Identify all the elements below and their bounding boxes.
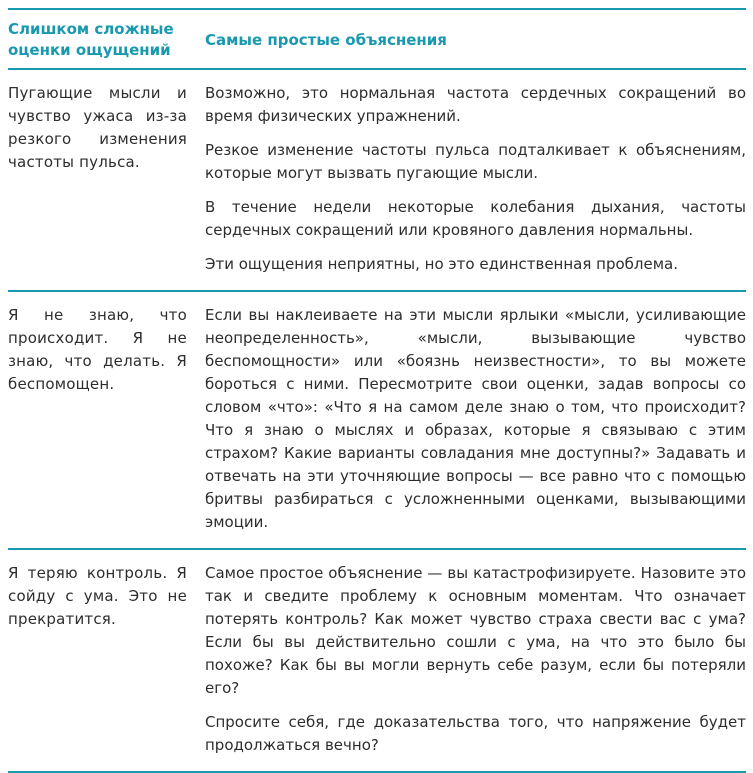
assessment-cell: Пугающие мысли и чувство ужаса из-за резкого изменения частоты пульса. — [8, 84, 187, 171]
column-header-complex-assessments: Слишком сложные оценки ощущений — [8, 20, 174, 59]
explanation-cell — [205, 82, 746, 276]
table-row-pulse — [8, 70, 746, 290]
table-header-row — [8, 10, 746, 68]
assessment-cell: Я не знаю, что происходит. Я не знаю, что делать. Я беспомощен. — [8, 306, 187, 393]
explanation-paragraph: Если вы наклеиваете на эти мысли ярлыки «мысли, усиливающие неопределенность», «мысли, вызывающие чувство беспомощности» или «боязнь неизвестности», то вы можете бороться с ними. Пересмотрите свои оценки, задав вопросы со словом «что»: «Что я на самом деле знаю о том, что происходит? Что я знаю о мыслях и образах, которые я связываю с этим страхом? Какие варианты совладания мне доступны?» Задавать и отвечать на эти уточняющие вопросы — все равно что с помощью бритвы разбираться с усложненными оценками, вызывающими эмоции. — [205, 306, 746, 531]
column-header-simple-explanations-label: Самые простые объяснения — [205, 30, 447, 49]
column-header-simple-explanations — [205, 19, 746, 61]
explanation-paragraph: Резкое изменение частоты пульса подталкивает к объяснениям, которые могут вызвать пугающие мысли. — [205, 141, 746, 182]
explanation-paragraph: Эти ощущения неприятны, но это единственная проблема. — [205, 255, 678, 273]
explanation-cell — [205, 562, 746, 757]
explanation-paragraph: Возможно, это нормальная частота сердечных сокращений во время физических упражнений. — [205, 84, 746, 125]
assessment-cell: Я теряю контроль. Я сойду с ума. Это не прекратится. — [8, 564, 187, 628]
table-row-helpless — [8, 292, 746, 548]
explanation-paragraph: Самое простое объяснение — вы катастрофизируете. Назовите это так и сведите проблему к основным моментам. Что означает потерять контроль? Как может чувство страха свести вас с ума? Если бы вы действительно сошли с ума, на что это было бы похоже? Как бы вы могли вернуть себе разум, если бы потеряли его? — [205, 564, 746, 697]
explanation-paragraph: Спросите себя, где доказательства того, что напряжение будет продолжаться вечно? — [205, 713, 746, 754]
explanation-paragraph: В течение недели некоторые колебания дыхания, частоты сердечных сокращений или кровяного давления нормальны. — [205, 198, 746, 239]
explanation-cell — [205, 304, 746, 534]
